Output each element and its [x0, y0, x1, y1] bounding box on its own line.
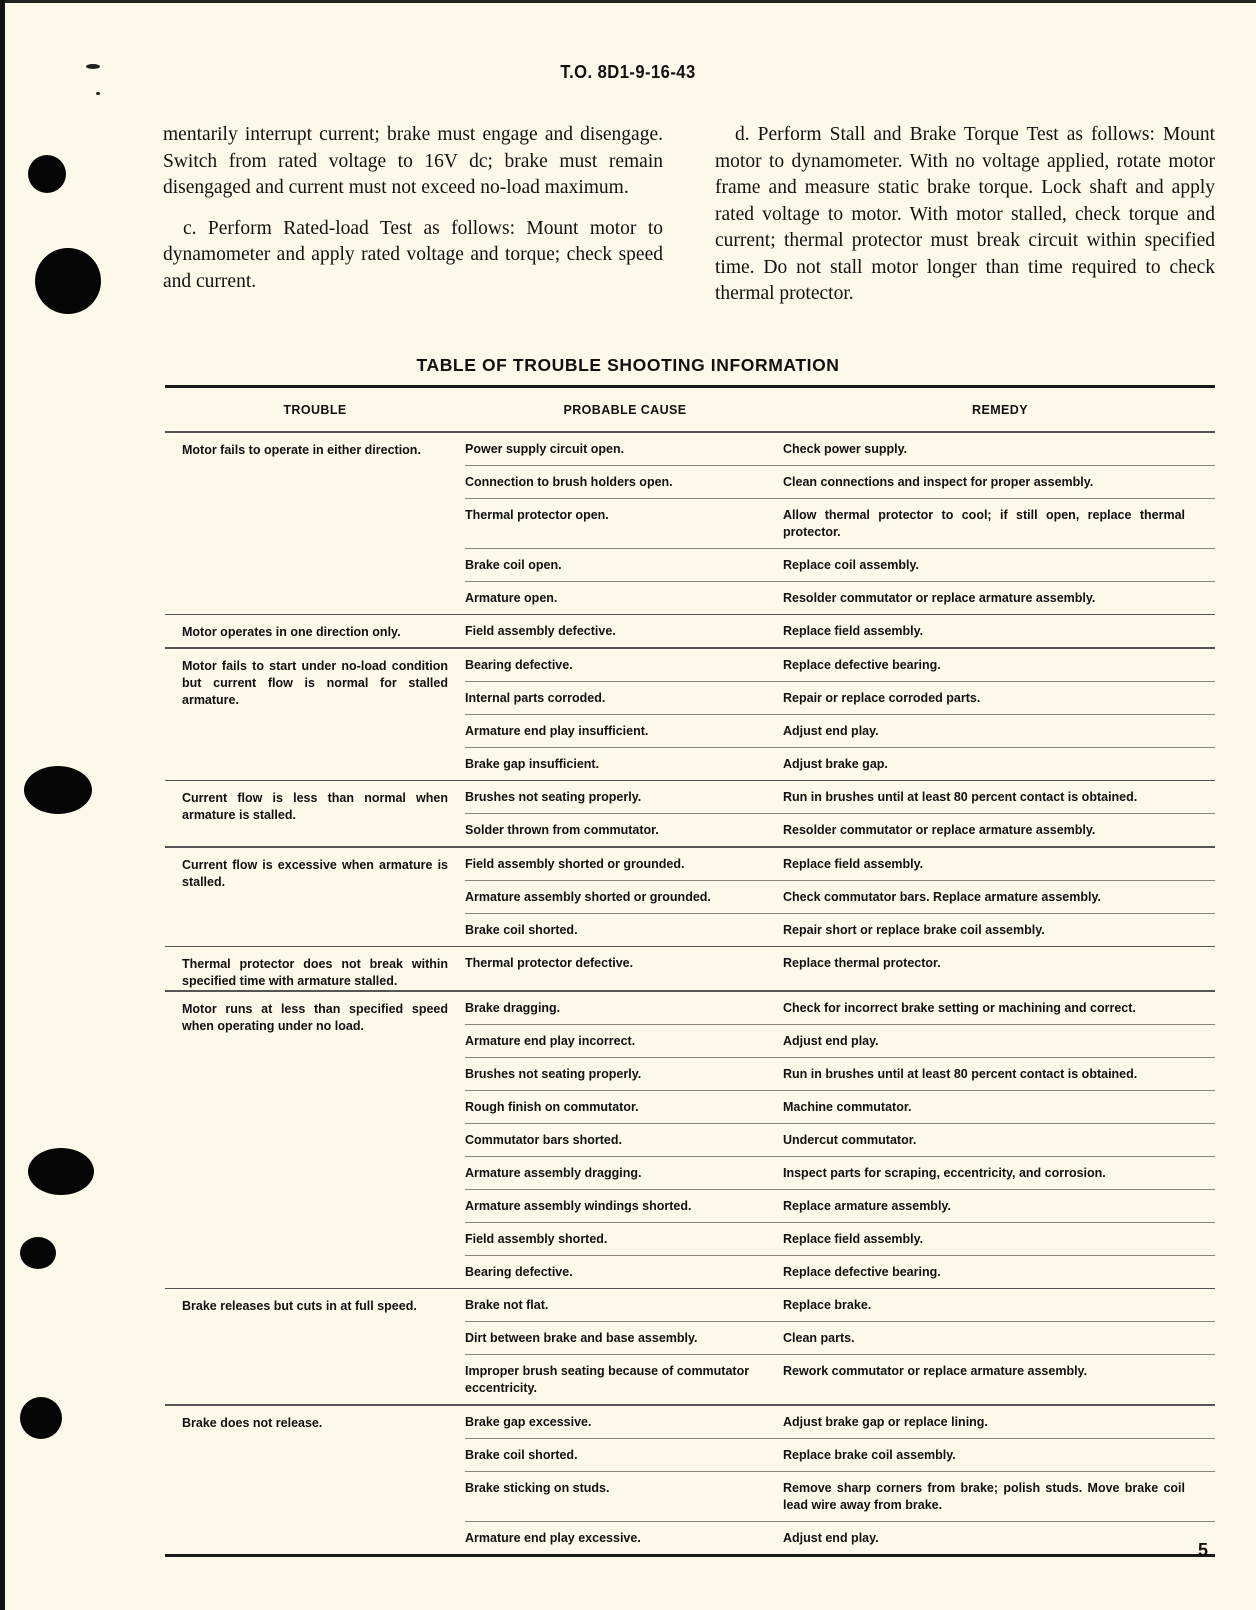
probable-cause-cell: Rough finish on commutator.: [465, 1099, 639, 1114]
probable-cause-cell: Solder thrown from commutator.: [465, 823, 659, 837]
remedy-cell: Replace brake coil assembly.: [783, 1447, 956, 1462]
header-remedy: REMEDY: [972, 402, 1028, 417]
probable-cause-cell: Brake gap excessive.: [465, 1414, 592, 1429]
binder-hole: [20, 1237, 56, 1269]
probable-cause-cell: Brake sticking on studs.: [465, 1480, 610, 1495]
table-row: [465, 1471, 1215, 1521]
probable-cause-cell: Commutator bars shorted.: [465, 1132, 622, 1147]
table-row: [465, 913, 1215, 946]
table-row: [465, 714, 1215, 747]
remedy-cell: Check for incorrect brake setting or machining and correct.: [783, 1000, 1136, 1015]
trouble-description: Brake releases but cuts in at full speed.: [182, 1299, 417, 1313]
paragraph-d-stall-brake-torque-test: d. Perform Stall and Brake Torque Test as follows: Mount motor to dynamometer. With no voltage applied, rotate motor frame and measure static brake torque. Lock shaft and apply rated voltage to motor. With motor stalled, check torque and current; thermal protector must break circuit within specified time. Do not stall motor longer than time required to check thermal protector.: [715, 124, 1215, 304]
table-row: [465, 1438, 1215, 1471]
remedy-cell: Replace thermal protector.: [783, 956, 941, 970]
trouble-description: Motor fails to start under no-load condition but current flow is normal for stalled armature.: [182, 658, 448, 707]
probable-cause-cell: Armature assembly dragging.: [465, 1165, 642, 1180]
body-text-right-column: [715, 122, 1215, 322]
probable-cause-cell: Armature open.: [465, 590, 558, 605]
trouble-description: Motor fails to operate in either direction.: [182, 442, 421, 457]
table-row: [465, 1024, 1215, 1057]
table-row: [465, 1057, 1215, 1090]
probable-cause-cell: Field assembly defective.: [465, 624, 616, 638]
remedy-cell: Replace coil assembly.: [783, 557, 919, 572]
cause-remedy-list: [465, 433, 1215, 614]
table-row: [465, 1222, 1215, 1255]
table-row: [465, 848, 1215, 880]
table-bottom-rule: [165, 1554, 1215, 1557]
remedy-cell: Repair or replace corroded parts.: [783, 690, 981, 705]
table-row: [465, 781, 1215, 813]
binder-hole: [28, 1148, 94, 1195]
remedy-cell: Inspect parts for scraping, eccentricity, and corrosion.: [783, 1165, 1106, 1180]
remedy-cell: Check power supply.: [783, 441, 908, 456]
probable-cause-cell: Armature assembly shorted or grounded.: [465, 889, 711, 904]
table-row: [465, 433, 1215, 465]
remedy-cell: Adjust end play.: [783, 1033, 879, 1048]
trouble-group: [165, 1289, 1215, 1404]
cause-remedy-list: [465, 848, 1215, 946]
cause-remedy-list: [465, 615, 1215, 647]
header-probable-cause: PROBABLE CAUSE: [563, 402, 687, 417]
table-row: [465, 1521, 1215, 1554]
remedy-cell: Adjust end play.: [783, 1530, 879, 1545]
probable-cause-cell: Armature assembly windings shorted.: [465, 1198, 692, 1213]
probable-cause-cell: Brake dragging.: [465, 1000, 561, 1015]
probable-cause-cell: Thermal protector defective.: [465, 956, 634, 970]
table-row: [465, 1123, 1215, 1156]
table-row: [465, 498, 1215, 548]
probable-cause-cell: Brushes not seating properly.: [465, 790, 642, 804]
binder-hole: [35, 248, 101, 314]
scan-left-edge: [0, 0, 5, 1610]
remedy-cell: Replace field assembly.: [783, 856, 924, 871]
probable-cause-cell: Brake coil shorted.: [465, 1447, 578, 1462]
table-row: [465, 681, 1215, 714]
trouble-group: [165, 433, 1215, 614]
remedy-cell: Clean parts.: [783, 1331, 855, 1345]
table-title: TABLE OF TROUBLE SHOOTING INFORMATION: [416, 355, 840, 375]
remedy-cell: Machine commutator.: [783, 1099, 912, 1114]
remedy-cell: Replace field assembly.: [783, 624, 924, 638]
trouble-group: [165, 992, 1215, 1288]
table-row: [465, 992, 1215, 1024]
remedy-cell: Run in brushes until at least 80 percent contact is obtained.: [783, 1066, 1138, 1081]
remedy-cell: Replace field assembly.: [783, 1231, 924, 1246]
table-row: [465, 1321, 1215, 1354]
table-row: [465, 1156, 1215, 1189]
probable-cause-cell: Brake gap insufficient.: [465, 756, 600, 771]
table-row: [465, 649, 1215, 681]
remedy-cell: Replace defective bearing.: [783, 1264, 941, 1279]
paragraph-c-rated-load-test: c. Perform Rated-load Test as follows: Mount motor to dynamometer and apply rated voltage and torque; check speed and current.: [163, 217, 663, 292]
table-row: [465, 747, 1215, 780]
table-row: [465, 947, 1215, 979]
cause-remedy-list: [465, 992, 1215, 1288]
trouble-group: [165, 1406, 1215, 1554]
cause-remedy-list: [465, 649, 1215, 780]
table-row: [465, 1189, 1215, 1222]
probable-cause-cell: Dirt between brake and base assembly.: [465, 1331, 698, 1345]
probable-cause-cell: Brake coil open.: [465, 557, 562, 572]
trouble-description: Brake does not release.: [182, 1415, 323, 1430]
trouble-group: [165, 947, 1215, 990]
probable-cause-cell: Brushes not seating properly.: [465, 1066, 642, 1081]
scan-top-edge: [0, 0, 1256, 3]
remedy-cell: Remove sharp corners from brake; polish studs. Move brake coil lead wire away from brake.: [783, 1480, 1185, 1512]
table-row: [465, 615, 1215, 647]
paper-blemish: [96, 92, 100, 95]
remedy-cell: Adjust end play.: [783, 723, 879, 738]
cause-remedy-list: [465, 781, 1215, 846]
trouble-group: [165, 649, 1215, 780]
probable-cause-cell: Field assembly shorted or grounded.: [465, 856, 685, 871]
probable-cause-cell: Armature end play insufficient.: [465, 723, 649, 738]
probable-cause-cell: Thermal protector open.: [465, 507, 609, 522]
binder-hole: [20, 1397, 62, 1439]
probable-cause-cell: Bearing defective.: [465, 1264, 573, 1279]
trouble-description: Current flow is less than normal when armature is stalled.: [182, 791, 448, 822]
remedy-cell: Resolder commutator or replace armature assembly.: [783, 823, 1096, 837]
probable-cause-cell: Internal parts corroded.: [465, 690, 606, 705]
paragraph-b-continuation: mentarily interrupt current; brake must engage and disengage. Switch from rated voltage to 16V dc; brake must remain disengaged and current must not exceed no-load maximum.: [163, 124, 663, 198]
cause-remedy-list: [465, 1289, 1215, 1404]
probable-cause-cell: Bearing defective.: [465, 657, 573, 672]
binder-hole: [28, 155, 66, 193]
table-row: [465, 465, 1215, 498]
body-text-left-column: [163, 122, 663, 309]
trouble-group: [165, 615, 1215, 647]
remedy-cell: Allow thermal protector to cool; if still open, replace thermal protector.: [783, 507, 1185, 539]
table-body: [165, 433, 1215, 1554]
document-number: T.O. 8D1-9-16-43: [560, 62, 696, 82]
remedy-cell: Undercut commutator.: [783, 1132, 917, 1147]
table-row: [465, 548, 1215, 581]
probable-cause-cell: Brake not flat.: [465, 1298, 549, 1312]
remedy-cell: Run in brushes until at least 80 percent contact is obtained.: [783, 790, 1138, 804]
remedy-cell: Clean connections and inspect for proper assembly.: [783, 474, 1094, 489]
remedy-cell: Replace armature assembly.: [783, 1198, 951, 1213]
trouble-description: Current flow is excessive when armature is stalled.: [182, 857, 448, 889]
trouble-description: Motor runs at less than specified speed when operating under no load.: [182, 1001, 448, 1033]
probable-cause-cell: Improper brush seating because of commutator eccentricity.: [465, 1364, 750, 1395]
probable-cause-cell: Armature end play incorrect.: [465, 1033, 636, 1048]
remedy-cell: Adjust brake gap.: [783, 756, 888, 771]
remedy-cell: Replace defective bearing.: [783, 657, 941, 672]
table-row: [465, 1406, 1215, 1438]
trouble-description: Motor operates in one direction only.: [182, 625, 401, 639]
remedy-cell: Adjust brake gap or replace lining.: [783, 1414, 988, 1429]
trouble-group: [165, 848, 1215, 946]
table-row: [465, 813, 1215, 846]
probable-cause-cell: Armature end play excessive.: [465, 1530, 641, 1545]
remedy-cell: Rework commutator or replace armature assembly.: [783, 1364, 1088, 1378]
probable-cause-cell: Power supply circuit open.: [465, 441, 625, 456]
table-row: [465, 1255, 1215, 1288]
header-trouble: TROUBLE: [283, 402, 347, 417]
remedy-cell: Check commutator bars. Replace armature assembly.: [783, 889, 1101, 904]
remedy-cell: Resolder commutator or replace armature assembly.: [783, 590, 1096, 605]
cause-remedy-list: [465, 947, 1215, 990]
remedy-cell: Repair short or replace brake coil assembly.: [783, 922, 1045, 937]
trouble-group: [165, 781, 1215, 846]
trouble-description: Thermal protector does not break within specified time with armature stalled.: [182, 957, 448, 988]
troubleshooting-table: [165, 385, 1215, 1557]
table-header-row: [165, 388, 1215, 431]
table-row: [465, 581, 1215, 614]
table-row: [465, 1289, 1215, 1321]
remedy-cell: Replace brake.: [783, 1298, 872, 1312]
cause-remedy-list: [465, 1406, 1215, 1554]
probable-cause-cell: Field assembly shorted.: [465, 1231, 608, 1246]
table-row: [465, 1090, 1215, 1123]
probable-cause-cell: Brake coil shorted.: [465, 922, 578, 937]
table-row: [465, 880, 1215, 913]
binder-hole: [24, 766, 92, 814]
table-row: [465, 1354, 1215, 1404]
probable-cause-cell: Connection to brush holders open.: [465, 474, 673, 489]
page-number: 5: [1198, 1540, 1209, 1560]
